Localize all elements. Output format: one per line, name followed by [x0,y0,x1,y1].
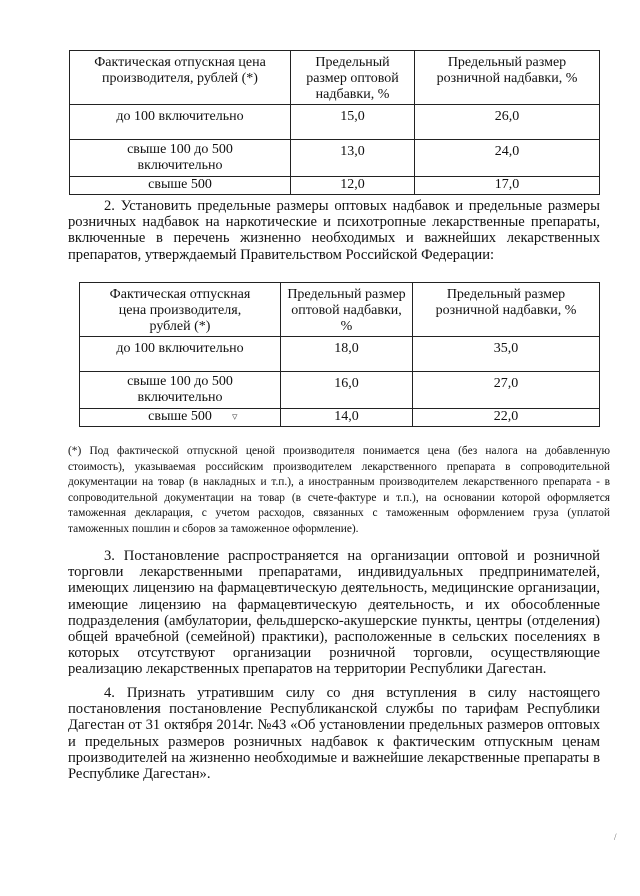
table-header-row [70,51,600,105]
retail-markup-cell: 24,0 [415,140,600,177]
markup-table-narcotic [79,282,600,427]
header-retail-cell: Предельный размер розничной надбавки, % [413,283,600,337]
table-row [80,409,600,427]
wholesale-markup-cell: 12,0 [291,177,415,195]
markup-table-general [69,50,600,195]
retail-markup-cell: 17,0 [415,177,600,195]
price-range-cell: свыше 100 до 500 включительно [70,140,291,177]
retail-markup-cell: 22,0 [413,409,600,427]
wholesale-markup-cell: 14,0 [281,409,413,427]
wholesale-markup-cell: 18,0 [281,337,413,372]
retail-markup-cell: 26,0 [415,105,600,140]
retail-markup-cell: 27,0 [413,372,600,409]
header-wholesale-cell: Предельный размер оптовой надбавки, % [291,51,415,105]
table-row [80,337,600,372]
table-row [70,105,600,140]
header-wholesale-cell: Предельный размер оптовой надбавки, % [281,283,413,337]
price-range-cell: до 100 включительно [80,337,281,372]
table-row [70,177,600,195]
scan-speck: / [614,832,617,842]
retail-markup-cell: 35,0 [413,337,600,372]
footnote: (*) Под фактической отпускной ценой производителя понимается цена (без налога на добавленную стоимость), указываемая российским производителем лекарственного препарата в сопроводительной документации на товар (в накладных и т.п.), а иностранным производителем лекарственного препарата - в сопроводительной документации на товар (в счете-фактуре и т.п.), на основании которой оформляется таможенная декларация, с учетом расходов, связанных с таможенным оформлением груза (уплатой таможенных пошлин и сборов за таможенное оформление). [68,445,610,535]
wholesale-markup-cell: 15,0 [291,105,415,140]
paragraph-4: 4. Признать утратившим силу со дня вступления в силу настоящего постановления постановление Республиканской службы по тарифам Республики Дагестан от 31 октября 2014г. №43 «Об установлении предельных размеров оптовых и предельных размеров розничных надбавок к фактическим отпускным ценам производителей на жизненно необходимые и важнейшие лекарственные препараты в Республике Дагестан». [68,685,600,783]
paragraph-3: 3. Постановление распространяется на организации оптовой и розничной торговли лекарственными препаратами, индивидуальных предпринимателей, имеющих лицензию на фармацевтическую деятельность, медицинские организации, имеющие лицензию на фармацевтическую деятельность, и их обособленные подразделения (амбулатории, фельдшерско-акушерские пункты, центры (отделения) общей врачебной (семейной) практики), расположенные в сельских поселениях в которых отсутствуют организации розничной торговли, осуществляющие реализацию лекарственных препаратов на территории Республики Дагестан. [68,548,600,678]
wholesale-markup-cell: 16,0 [281,372,413,409]
price-range-cell: свыше 100 до 500 включительно [80,372,281,409]
table-row [80,372,600,409]
header-price-cell: Фактическая отпускная цена производителя, рублей (*) [80,283,281,337]
price-range-cell: свыше 500 [80,409,281,427]
wholesale-markup-cell: 13,0 [291,140,415,177]
price-range-cell: свыше 500 [70,177,291,195]
paragraph-2: 2. Установить предельные размеры оптовых надбавок и предельные размеры розничных надбавок на наркотические и психотропные лекарственные препараты, включенные в перечень жизненно необходимых и важнейших лекарственных препаратов, утверждаемый Правительством Российской Федерации: [68,198,600,263]
header-retail-cell: Предельный размер розничной надбавки, % [415,51,600,105]
header-price-cell: Фактическая отпускная цена производителя, рублей (*) [70,51,291,105]
table-header-row [80,283,600,337]
scan-speck: ▿ [232,411,238,423]
table-row [70,140,600,177]
price-range-cell: до 100 включительно [70,105,291,140]
